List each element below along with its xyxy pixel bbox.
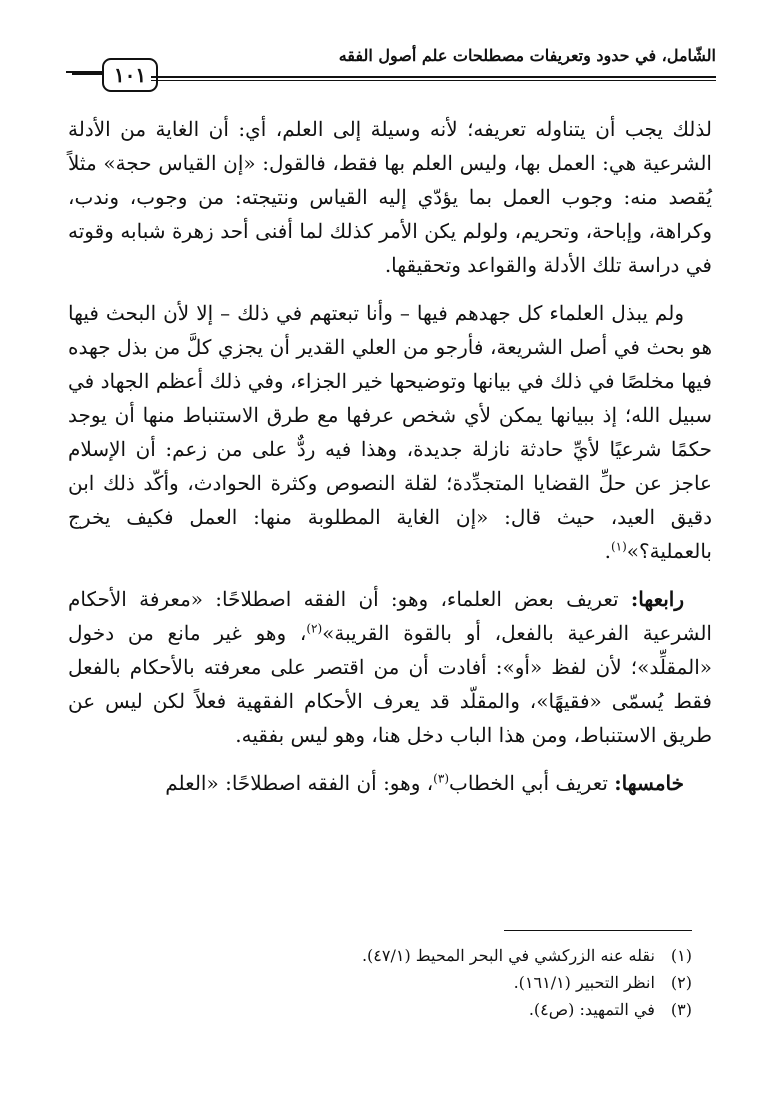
footnote-ref: (١) [610, 539, 627, 554]
paragraph-text: تعريف بعض العلماء، وهو: أن الفقه اصطلاحًا: «معرفة الأحكام الشرعية الفرعية بالفعل، أو بالقوة القريبة» [68, 587, 712, 645]
paragraph-text: ولم يبذل العلماء كل جهدهم فيها – وأنا تبعتهم في ذلك – إلا لأن البحث فيها هو بحث في أصل الشريعة، فأرجو من العلي القدير أن يجزي كلَّ من بذل جهده فيها مخلصًا في ذلك في بيانها وتوضيحها خير الجزاء، وفي ذلك أعظم الجهاد في سبيل الله؛ إذ ببيانها يمكن لأي شخص عرفها مع طرق الاستنباط منها أن يوجد حكمًا شرعيًا لأيِّ حادثة نازلة جديدة، وهذا فيه ردٌّ على من زعم: أن الإسلام عاجز عن حلِّ القضايا المتجدِّدة؛ لقلة النصوص وكثرة الحوادث، وأكّد ذلك ابن دقيق العيد، حيث قال: «إن الغاية المطلوبة منها: العمل فكيف يخرج بالعملية؟» [68, 301, 713, 563]
paragraph-tail: ، وهو: أن الفقه اصطلاحًا: «العلم [165, 771, 434, 795]
footnote-text: في التمهيد: (ص٤). [528, 1000, 655, 1019]
running-title: الشّامل، في حدود وتعريفات مصطلحات علم أصول الفقه [338, 46, 716, 65]
paragraph-4 [68, 766, 712, 800]
footnote-text: انظر التحبير (١٦١/١). [513, 973, 655, 992]
footnote-number: (١) [670, 946, 692, 965]
footnote-ref: (٢) [306, 621, 323, 636]
body-text [68, 112, 712, 814]
header-rule [151, 76, 716, 81]
page-number: ١٠١ [102, 58, 158, 92]
footnote-number: (٣) [670, 1000, 692, 1019]
footnote-separator [504, 930, 692, 931]
paragraph-tail: . [604, 539, 611, 563]
section-label: رابعها: [630, 587, 684, 611]
paragraph-1 [68, 112, 712, 282]
footnote-number: (٢) [670, 973, 692, 992]
footnote-1 [52, 942, 692, 969]
footnotes [52, 942, 692, 1023]
footnote-ref: (٣) [433, 771, 449, 786]
paragraph-tail: ، وهو غير مانع من دخول «المقلِّد»؛ لأن لفظ «أو»: أفادت أن من اقتصر على معرفته بالأحكام بالفعل فقط يُسمّى «فقيهًا»، والمقلّد قد يعرف الأحكام الفقهية فعلاً لكن ليس عن طريق الاستنباط، ومن هذا الباب دخل هنا، وهو ليس بفقيه. [68, 621, 712, 747]
paragraph-text: تعريف أبي الخطاب [449, 771, 608, 795]
paragraph-text: لذلك يجب أن يتناوله تعريفه؛ لأنه وسيلة إلى العلم، أي: أن الغاية من الأدلة الشرعية هي: العمل بها، وليس العلم بها فقط، فالقول: «إن القياس حجة» مثلاً يُقصد منه: وجوب العمل بما يؤدّي إليه القياس ونتيجته: من وجوب، وندب، وكراهة، وإباحة، وتحريم، ولولم يكن الأمر كذلك لما أفنى أحد زهرة شبابه وقوته في دراسة تلك الأدلة والقواعد وتحقيقها. [68, 117, 712, 277]
paragraph-3 [68, 582, 712, 752]
footnote-2 [52, 969, 692, 996]
section-label: خامسها: [614, 771, 684, 795]
paragraph-2 [68, 296, 712, 568]
footnote-text: نقله عنه الزركشي في البحر المحيط (٤٧/١). [361, 946, 655, 965]
page-header [66, 44, 716, 94]
footnote-3 [52, 996, 692, 1023]
